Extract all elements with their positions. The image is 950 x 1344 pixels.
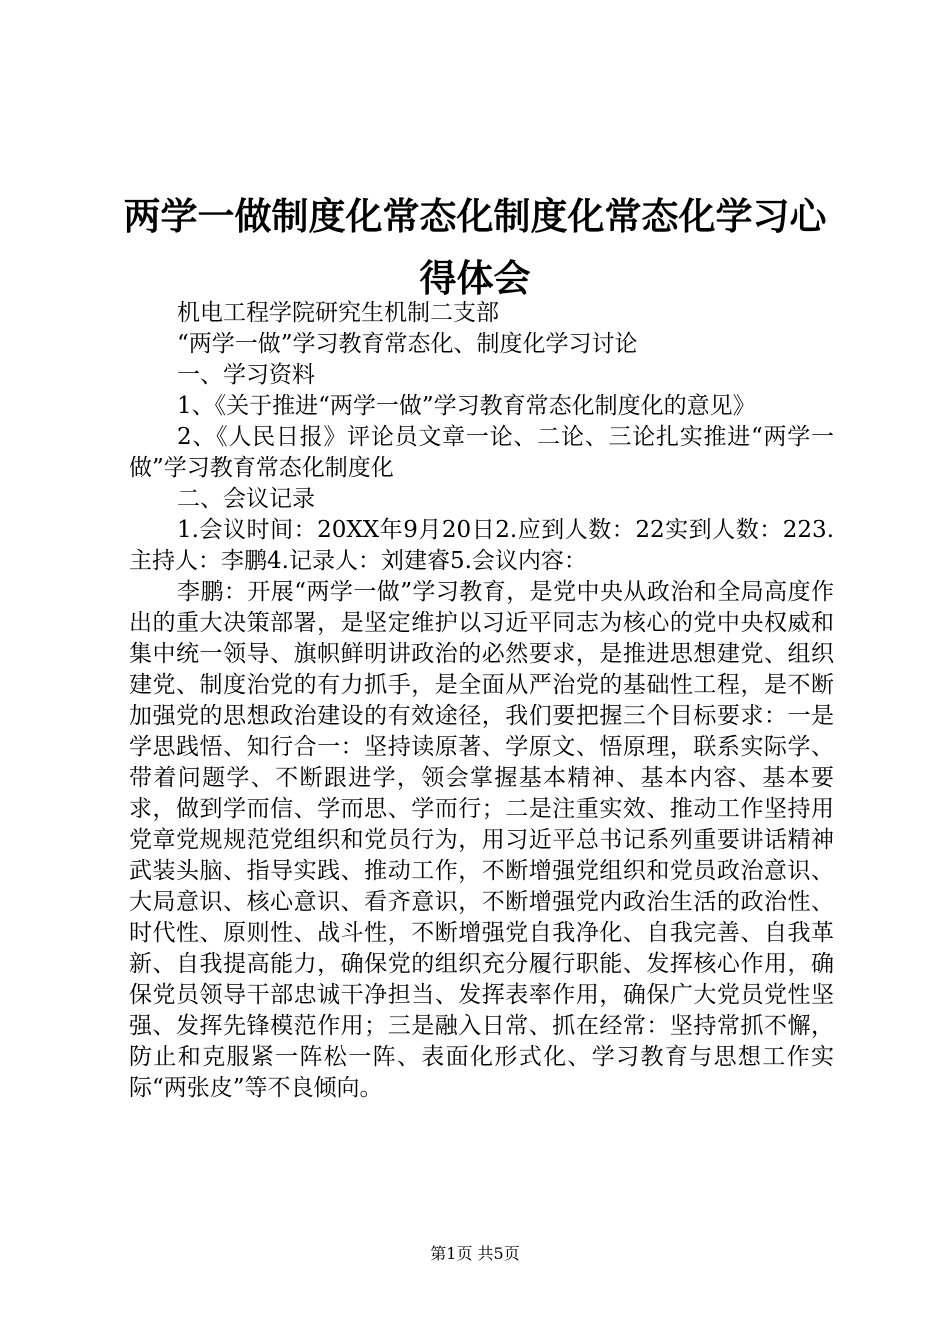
paragraph-branch: 机电工程学院研究生机制二支部	[177, 300, 499, 326]
paragraph-material-2: 2、《人民日报》评论员文章一论、二论、三论扎实推进“两学一做”学习教育常态化制度化	[129, 424, 834, 481]
paragraph-speech: 李鹏：开展“两学一做”学习教育，是党中央从政治和全局高度作出的重大决策部署，是坚定维护以习近平同志为核心的党中央权威和集中统一领导、旗帜鲜明讲政治的必然要求，是推进思想建党、组织建党、制度治党的有力抓手，是全面从严治党的基础性工程，是不断加强党的思想政治建设的有效途径，我们要把握三个目标要求：一是学思践悟、知行合一：坚持读原著、学原文、悟原理，联系实际学、带着问题学、不断跟进学，领会掌握基本精神、基本内容、基本要求，做到学而信、学而思、学而行；二是注重实效、推动工作坚持用党章党规规范党组织和党员行为，用习近平总书记系列重要讲话精神武装头脑、指导实践、推动工作，不断增强党组织和党员政治意识、大局意识、核心意识、看齐意识，不断增强党内政治生活的政治性、时代性、原则性、战斗性，不断增强党自我净化、自我完善、自我革新、自我提高能力，确保党的组织充分履行职能、发挥核心作用，确保党员领导干部忠诚干净担当、发挥表率作用，确保广大党员党性坚强、发挥先锋模范作用；三是融入日常、抓在经常：坚持常抓不懈，防止和克服紧一阵松一阵、表面化形式化、学习教育与思想工作实际“两张皮”等不良倾向。	[129, 579, 834, 1101]
document-body	[129, 298, 834, 1104]
page-footer: 第1页 共5页	[430, 1244, 520, 1263]
section-heading-materials: 一、学习资料	[177, 362, 315, 388]
paragraph-material-1: 1、《关于推进“两学一做”学习教育常态化制度化的意见》	[177, 393, 756, 419]
document-title: 两学一做制度化常态化制度化常态化学习心得体会	[123, 195, 827, 300]
paragraph-meeting-info: 1.会议时间：20XX年9月20日2.应到人数：22实到人数：223.主持人：李鹏4.记录人：刘建睿5.会议内容：	[129, 517, 834, 574]
paragraph-topic: “两学一做”学习教育常态化、制度化学习讨论	[177, 331, 638, 357]
section-heading-minutes: 二、会议记录	[177, 486, 315, 512]
